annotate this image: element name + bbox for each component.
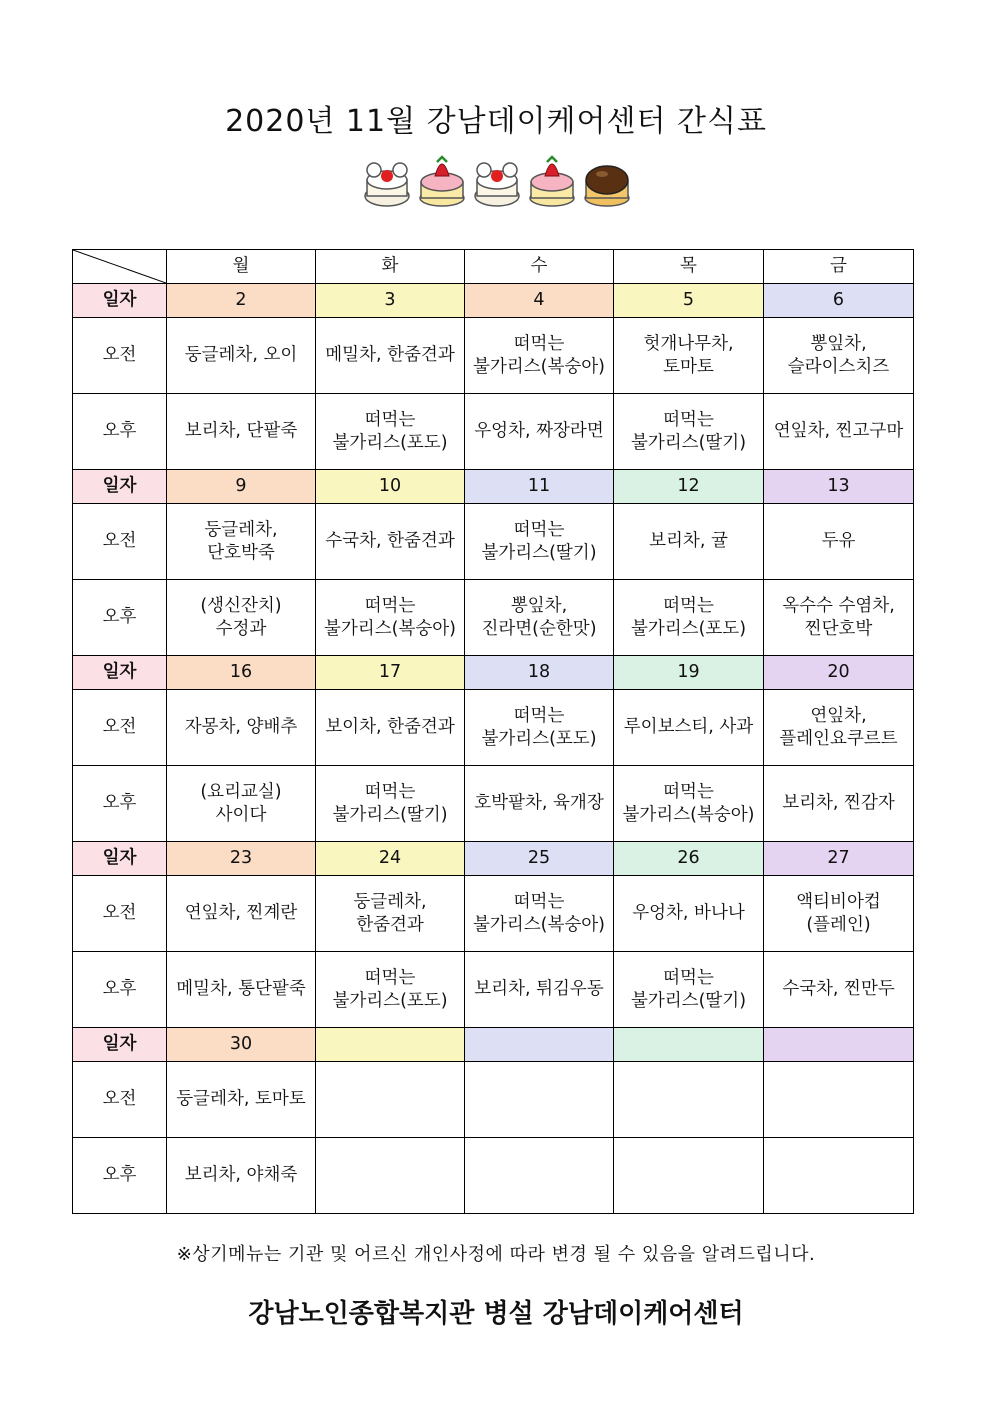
am-snack-cell-wed [465,1062,614,1138]
am-label: 오전 [73,876,167,952]
snack-text-line: 수국차, 한줌견과 [325,531,455,551]
am-snack-cell-thu [614,690,764,766]
am-snack-row [73,318,914,394]
am-snack-cell-fri [764,876,914,952]
date-cell-mon: 16 [167,656,316,690]
weekday-header-row [73,250,914,284]
am-snack-cell-fri [764,690,914,766]
snack-text-line: 떠먹는 [663,595,714,616]
pm-snack-cell-mon [167,766,316,842]
snack-text-line: 찐단호박 [804,618,873,639]
date-cell-thu: 5 [614,284,764,318]
am-snack-row [73,876,914,952]
date-row [73,1028,914,1062]
pm-snack-cell-fri [764,952,914,1028]
pm-snack-row [73,766,914,842]
page-title: 2020년 11월 강남데이케어센터 간식표 [225,104,767,139]
snack-text-line: 불가리스(포도) [630,618,747,639]
date-cell-mon: 23 [167,842,316,876]
snack-text-line: (플레인) [806,914,871,935]
pm-label: 오후 [73,952,167,1028]
am-label: 오전 [73,318,167,394]
snack-text-line: 떠먹는 [364,595,416,616]
snack-text-line: 연잎차, [810,705,867,726]
snack-text-line: 사이다 [215,804,267,825]
date-cell-thu [614,1028,764,1062]
snack-text-line: 우엉차, 짜장라면 [474,421,604,441]
pm-snack-cell-thu [614,766,764,842]
snack-text-line: 떠먹는 [663,409,714,430]
am-snack-cell-wed [465,876,614,952]
am-label: 오전 [73,690,167,766]
pm-snack-cell-tue [316,1138,465,1214]
pm-label: 오후 [73,580,167,656]
pm-snack-cell-tue [316,394,465,470]
am-snack-cell-mon [167,1062,316,1138]
snack-text-line: 토마토 [663,356,714,377]
snack-text-line: 불가리스(포도) [481,728,597,749]
snack-text-line: 보리차, 튀김우동 [474,979,604,999]
pm-snack-cell-thu [614,1138,764,1214]
snack-text-line: 불가리스(복숭아) [473,356,605,377]
date-cell-fri: 20 [764,656,914,690]
snack-text-line: 뽕잎차, [810,333,867,354]
snack-text-line: 떠먹는 [513,891,565,912]
day-header-tue: 화 [316,250,465,284]
snack-text-line: 우엉차, 바나나 [632,903,745,923]
date-cell-fri: 6 [764,284,914,318]
date-cell-tue [316,1028,465,1062]
pm-snack-cell-wed [465,1138,614,1214]
snack-text-line: 둥글레차, 오이 [184,345,298,365]
date-row [73,284,914,318]
snack-text-line: 액티비아컵 [796,891,881,912]
pm-snack-row [73,580,914,656]
snack-text-line: 메밀차, 통단팥죽 [176,979,306,999]
date-cell-fri: 13 [764,470,914,504]
date-label: 일자 [73,470,167,504]
snack-text-line: 불가리스(복숭아) [473,914,605,935]
date-cell-tue: 24 [316,842,465,876]
chocolate-cake-icon [585,166,629,206]
day-header-wed: 수 [465,250,614,284]
snack-text-line: 루이보스티, 사과 [623,717,754,737]
snack-text-line: 메밀차, 한줌견과 [325,345,455,365]
snack-text-line: 연잎차, 찐고구마 [773,421,904,441]
change-notice: ※상기메뉴는 기관 및 어르신 개인사정에 따라 변경 될 수 있음을 알려드립니다. [176,1244,816,1265]
snack-text-line: 떠먹는 [364,967,416,988]
am-snack-cell-tue [316,1062,465,1138]
pm-snack-cell-tue [316,580,465,656]
date-label: 일자 [73,284,167,318]
pm-snack-cell-wed [465,394,614,470]
date-cell-tue: 3 [316,284,465,318]
pm-snack-row [73,394,914,470]
pm-label: 오후 [73,1138,167,1214]
am-snack-cell-mon [167,876,316,952]
pm-snack-row [73,952,914,1028]
snack-text-line: 둥글레차, [204,519,278,540]
snack-text-line: 보이차, 한줌견과 [325,717,455,737]
am-snack-cell-thu [614,876,764,952]
strawberry-cake-icon [420,157,464,206]
snack-text-line: 떠먹는 [513,333,565,354]
organization-name: 강남노인종합복지관 병설 강남데이케어센터 [248,1299,744,1329]
snack-text-line: 플레인요쿠르트 [779,728,898,749]
snack-text-line: 불가리스(포도) [332,432,448,453]
date-row [73,656,914,690]
pm-snack-cell-mon [167,1138,316,1214]
snack-text-line: 진라면(순한맛) [481,618,597,639]
pm-snack-cell-thu [614,580,764,656]
am-snack-cell-tue [316,504,465,580]
snack-text-line: 헛개나무차, [643,333,734,354]
snack-text-line: 보리차, 귤 [649,531,728,551]
pm-snack-cell-wed [465,580,614,656]
pm-snack-cell-mon [167,952,316,1028]
am-snack-cell-mon [167,690,316,766]
day-header-fri: 금 [764,250,914,284]
cream-cake-icon [475,163,519,206]
snack-text-line: (생신잔치) [200,595,282,616]
date-label: 일자 [73,656,167,690]
am-label: 오전 [73,504,167,580]
snack-text-line: (요리교실) [200,781,282,802]
pm-label: 오후 [73,766,167,842]
date-label: 일자 [73,1028,167,1062]
snack-text-line: 보리차, 단팥죽 [184,421,298,441]
am-snack-row [73,690,914,766]
date-cell-thu: 12 [614,470,764,504]
snack-text-line: 떠먹는 [663,781,714,802]
pm-snack-cell-fri [764,1138,914,1214]
am-snack-cell-tue [316,318,465,394]
date-cell-tue: 10 [316,470,465,504]
am-label: 오전 [73,1062,167,1138]
snack-text-line: 떠먹는 [513,705,565,726]
pm-snack-cell-tue [316,952,465,1028]
pm-snack-cell-wed [465,952,614,1028]
pm-snack-cell-fri [764,394,914,470]
date-cell-wed: 18 [465,656,614,690]
corner-cell [73,250,167,284]
snack-text-line: 연잎차, 찐계란 [184,903,298,923]
date-cell-mon: 9 [167,470,316,504]
pm-snack-cell-mon [167,580,316,656]
pm-label: 오후 [73,394,167,470]
pm-snack-cell-wed [465,766,614,842]
pm-snack-cell-tue [316,766,465,842]
cream-cake-icon [365,163,409,206]
date-cell-wed: 25 [465,842,614,876]
date-cell-mon: 2 [167,284,316,318]
date-cell-wed: 4 [465,284,614,318]
snack-menu-table [72,249,914,1214]
snack-text-line: 수정과 [215,618,267,639]
snack-text-line: 단호박죽 [207,542,275,563]
date-label: 일자 [73,842,167,876]
snack-text-line: 수국차, 찐만두 [782,979,895,999]
snack-text-line: 슬라이스치즈 [787,356,890,377]
snack-text-line: 불가리스(딸기) [332,804,448,825]
diagonal-line [73,250,166,283]
pm-snack-cell-thu [614,952,764,1028]
snack-text-line: 옥수수 수염차, [782,595,895,616]
am-snack-cell-wed [465,690,614,766]
am-snack-cell-fri [764,318,914,394]
pm-snack-cell-fri [764,580,914,656]
snack-text-line: 호박팥차, 육개장 [474,793,604,813]
am-snack-cell-tue [316,690,465,766]
am-snack-cell-mon [167,318,316,394]
snack-text-line: 둥글레차, [353,891,427,912]
date-row [73,470,914,504]
snack-text-line: 떠먹는 [513,519,565,540]
am-snack-cell-wed [465,318,614,394]
am-snack-cell-thu [614,318,764,394]
am-snack-cell-thu [614,1062,764,1138]
snack-text-line: 자몽차, 양배추 [184,717,298,737]
date-cell-mon: 30 [167,1028,316,1062]
pm-snack-cell-thu [614,394,764,470]
am-snack-cell-wed [465,504,614,580]
snack-text-line: 보리차, 찐감자 [782,793,895,813]
am-snack-cell-mon [167,504,316,580]
day-header-mon: 월 [167,250,316,284]
snack-text-line: 불가리스(복숭아) [324,618,456,639]
am-snack-cell-fri [764,1062,914,1138]
date-cell-wed [465,1028,614,1062]
date-cell-thu: 26 [614,842,764,876]
date-cell-fri: 27 [764,842,914,876]
date-cell-tue: 17 [316,656,465,690]
date-row [73,842,914,876]
am-snack-row [73,1062,914,1138]
pm-snack-row [73,1138,914,1214]
date-cell-thu: 19 [614,656,764,690]
date-cell-fri [764,1028,914,1062]
snack-text-line: 불가리스(포도) [332,990,448,1011]
snack-text-line: 둥글레차, 토마토 [176,1089,306,1109]
strawberry-cake-icon [530,157,574,206]
snack-text-line: 떠먹는 [364,409,416,430]
snack-text-line: 불가리스(딸기) [630,990,747,1011]
date-cell-wed: 11 [465,470,614,504]
snack-text-line: 두유 [821,531,856,551]
snack-text-line: 불가리스(딸기) [630,432,747,453]
snack-text-line: 불가리스(복숭아) [622,804,755,825]
pm-snack-cell-mon [167,394,316,470]
pm-snack-cell-fri [764,766,914,842]
am-snack-row [73,504,914,580]
snack-text-line: 보리차, 야채죽 [184,1165,298,1185]
snack-text-line: 한줌견과 [356,914,424,935]
snack-text-line: 떠먹는 [364,781,416,802]
snack-text-line: 뽕잎차, [510,595,568,616]
snack-text-line: 떠먹는 [663,967,714,988]
day-header-thu: 목 [614,250,764,284]
am-snack-cell-fri [764,504,914,580]
am-snack-cell-tue [316,876,465,952]
dessert-decoration [360,152,635,210]
snack-text-line: 불가리스(딸기) [481,542,597,563]
am-snack-cell-thu [614,504,764,580]
